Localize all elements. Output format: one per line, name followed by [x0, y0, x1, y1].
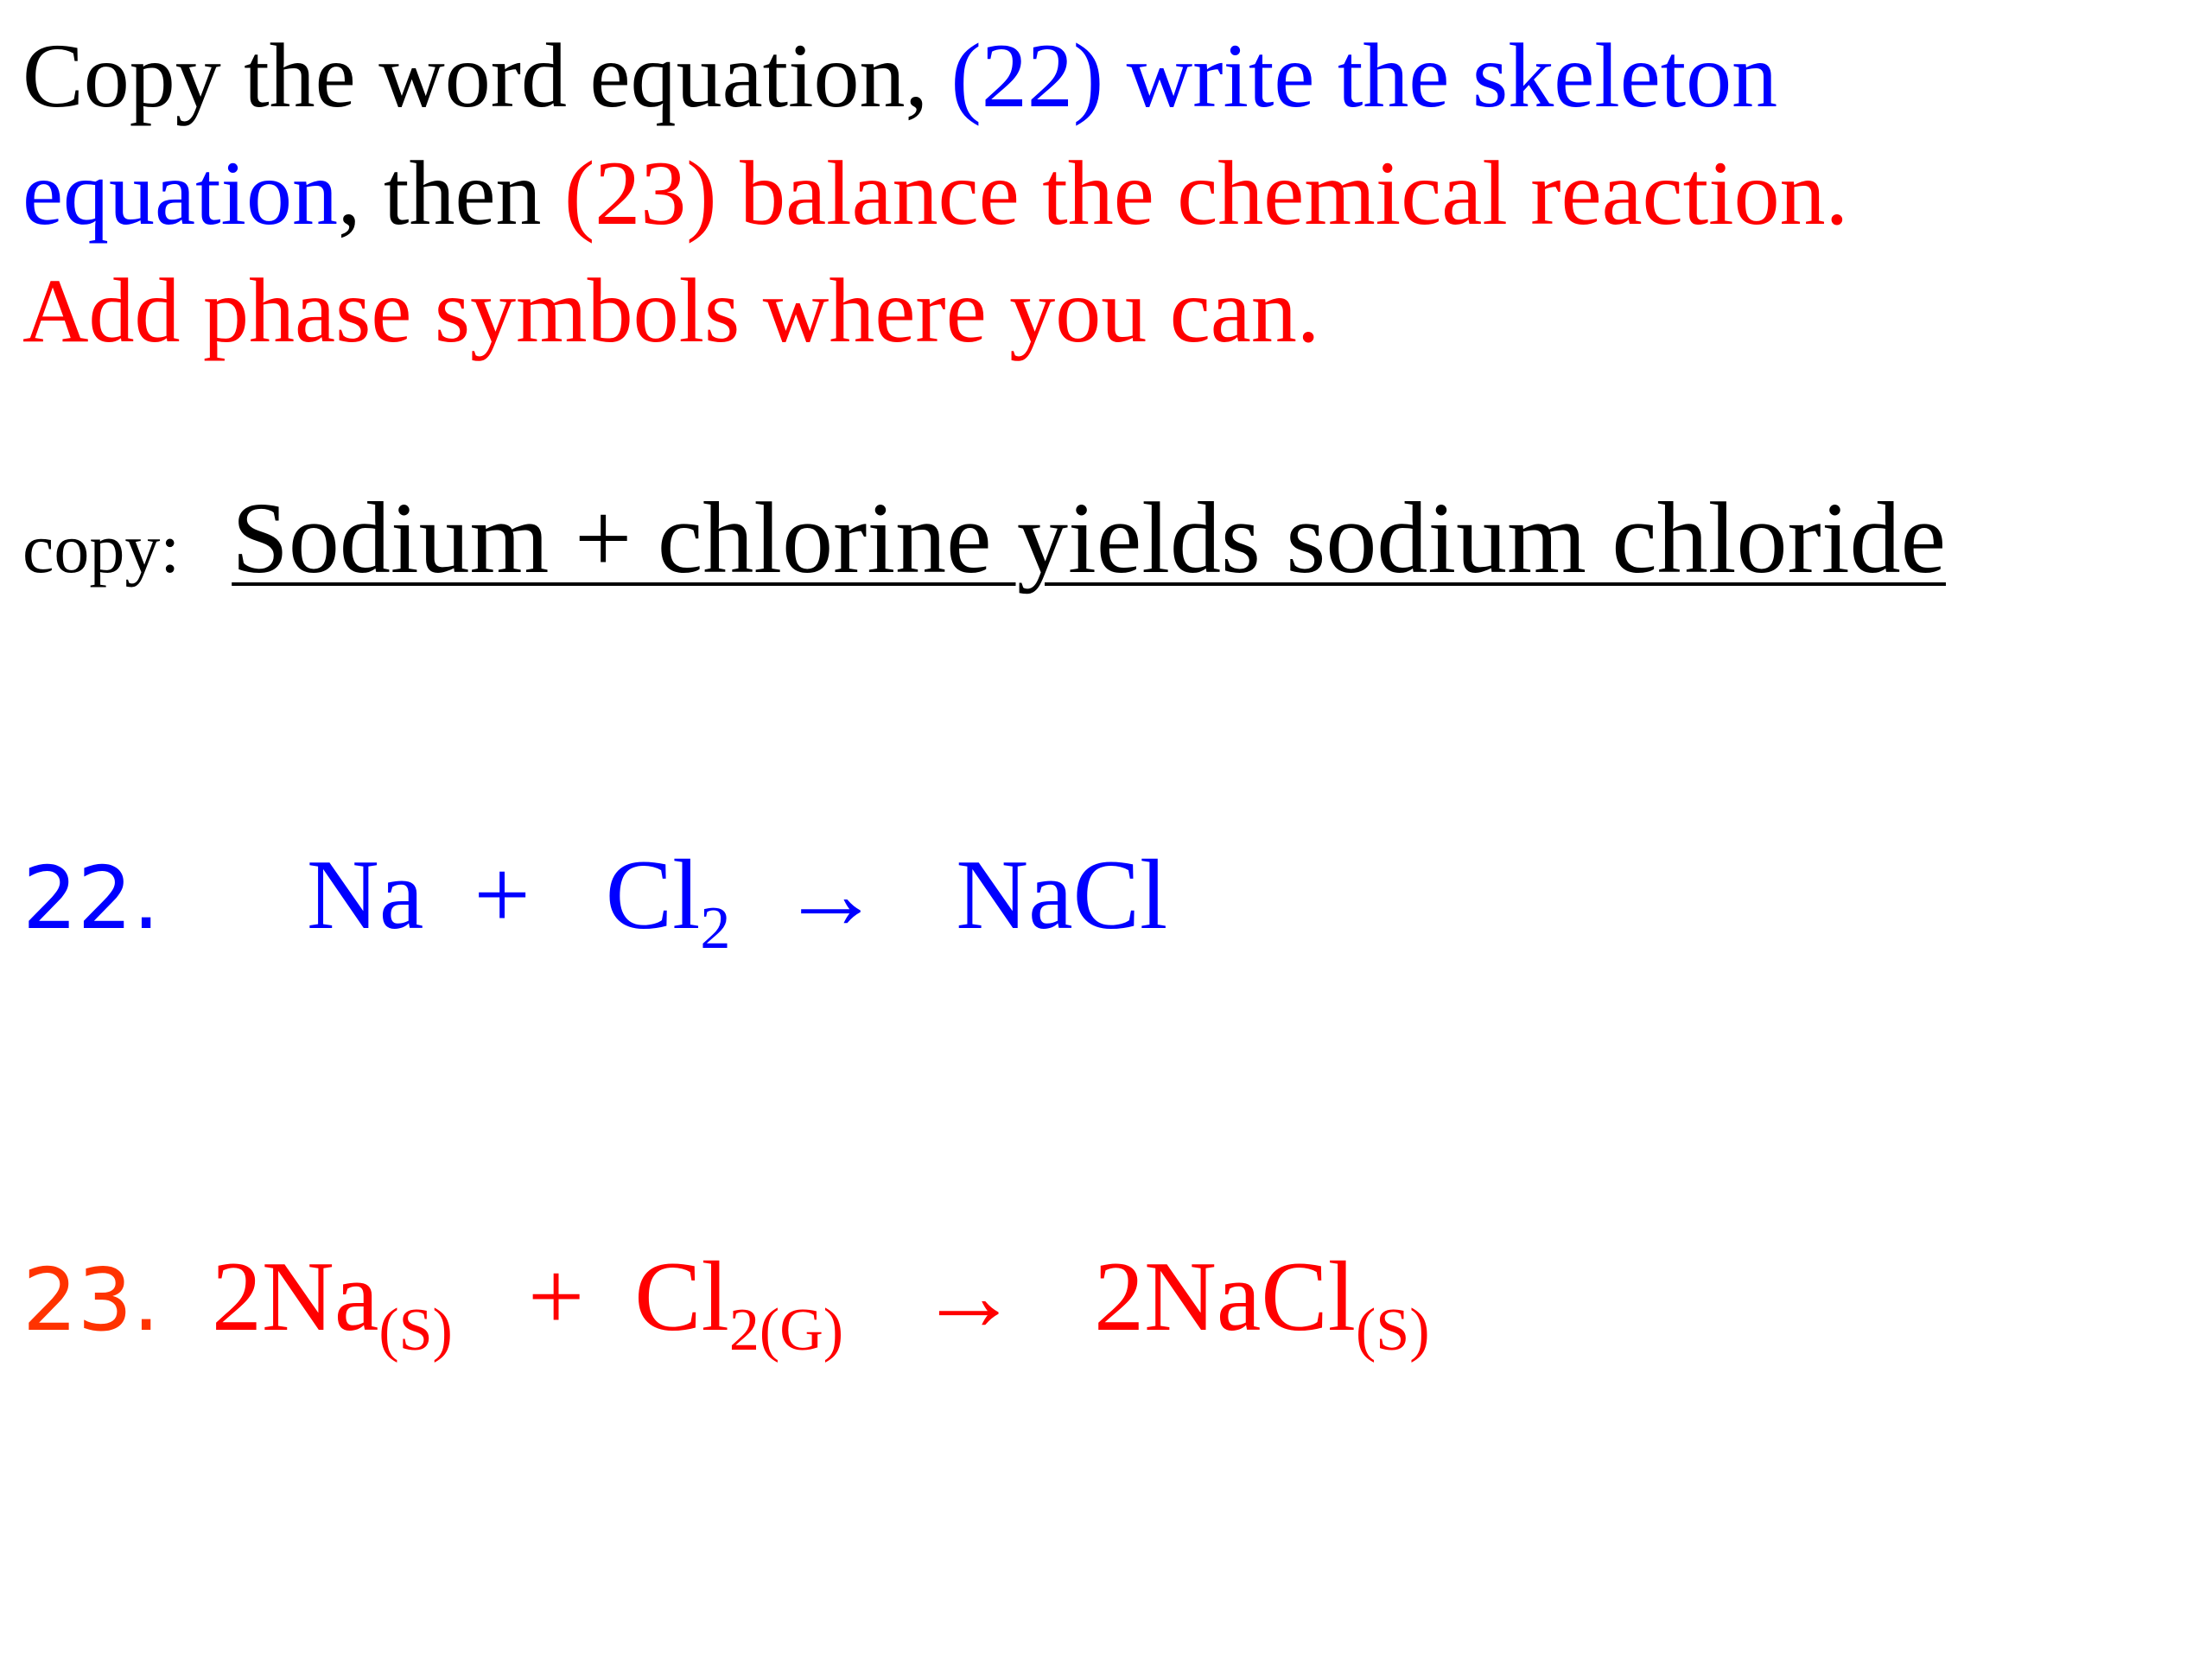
instruction-line-3: Add phase symbols where you can. [22, 260, 1320, 361]
product-sodium-chloride: NaCl [956, 840, 1168, 950]
yield-arrow: → [780, 840, 881, 950]
product-phase: (S) [1355, 1297, 1430, 1364]
reactant-chlorine: Cl [605, 840, 701, 950]
reactant-sodium: Na [307, 840, 424, 950]
instruction-then-text: , then [338, 143, 564, 244]
instruction-step-23: (23) balance the chemical reaction. [564, 143, 1849, 244]
chlorine-subscript: 2 [700, 895, 731, 963]
instruction-line-2 [22, 135, 1848, 252]
product-sodium-chloride: 2NaCl [1094, 1242, 1356, 1352]
reactant-chlorine: Cl [634, 1242, 729, 1352]
chlorine-phase: 2(G) [728, 1297, 844, 1364]
copy-label: copy: [22, 509, 181, 588]
question-number-22: 22. [22, 848, 161, 949]
instruction-line-1 [22, 17, 1848, 135]
sodium-phase: (S) [378, 1297, 453, 1364]
copy-row [22, 480, 1946, 597]
skeleton-equation-row [22, 838, 1168, 963]
plus-sign: + [527, 1242, 585, 1352]
instruction-step-22: (22) write the skeleton [950, 25, 1778, 126]
plus-sign: + [474, 840, 531, 950]
question-number-23: 23. [22, 1249, 161, 1351]
instruction-copy-text: Copy the word equation, [22, 25, 951, 126]
reactant-sodium: 2Na [212, 1242, 379, 1352]
instruction-step-22-cont: equation [22, 143, 338, 244]
instructions [22, 17, 1848, 370]
balanced-equation-row [22, 1240, 1430, 1364]
word-equation: Sodium + chlorine yields sodium chloride [232, 481, 1947, 594]
yield-arrow: → [918, 1242, 1020, 1352]
